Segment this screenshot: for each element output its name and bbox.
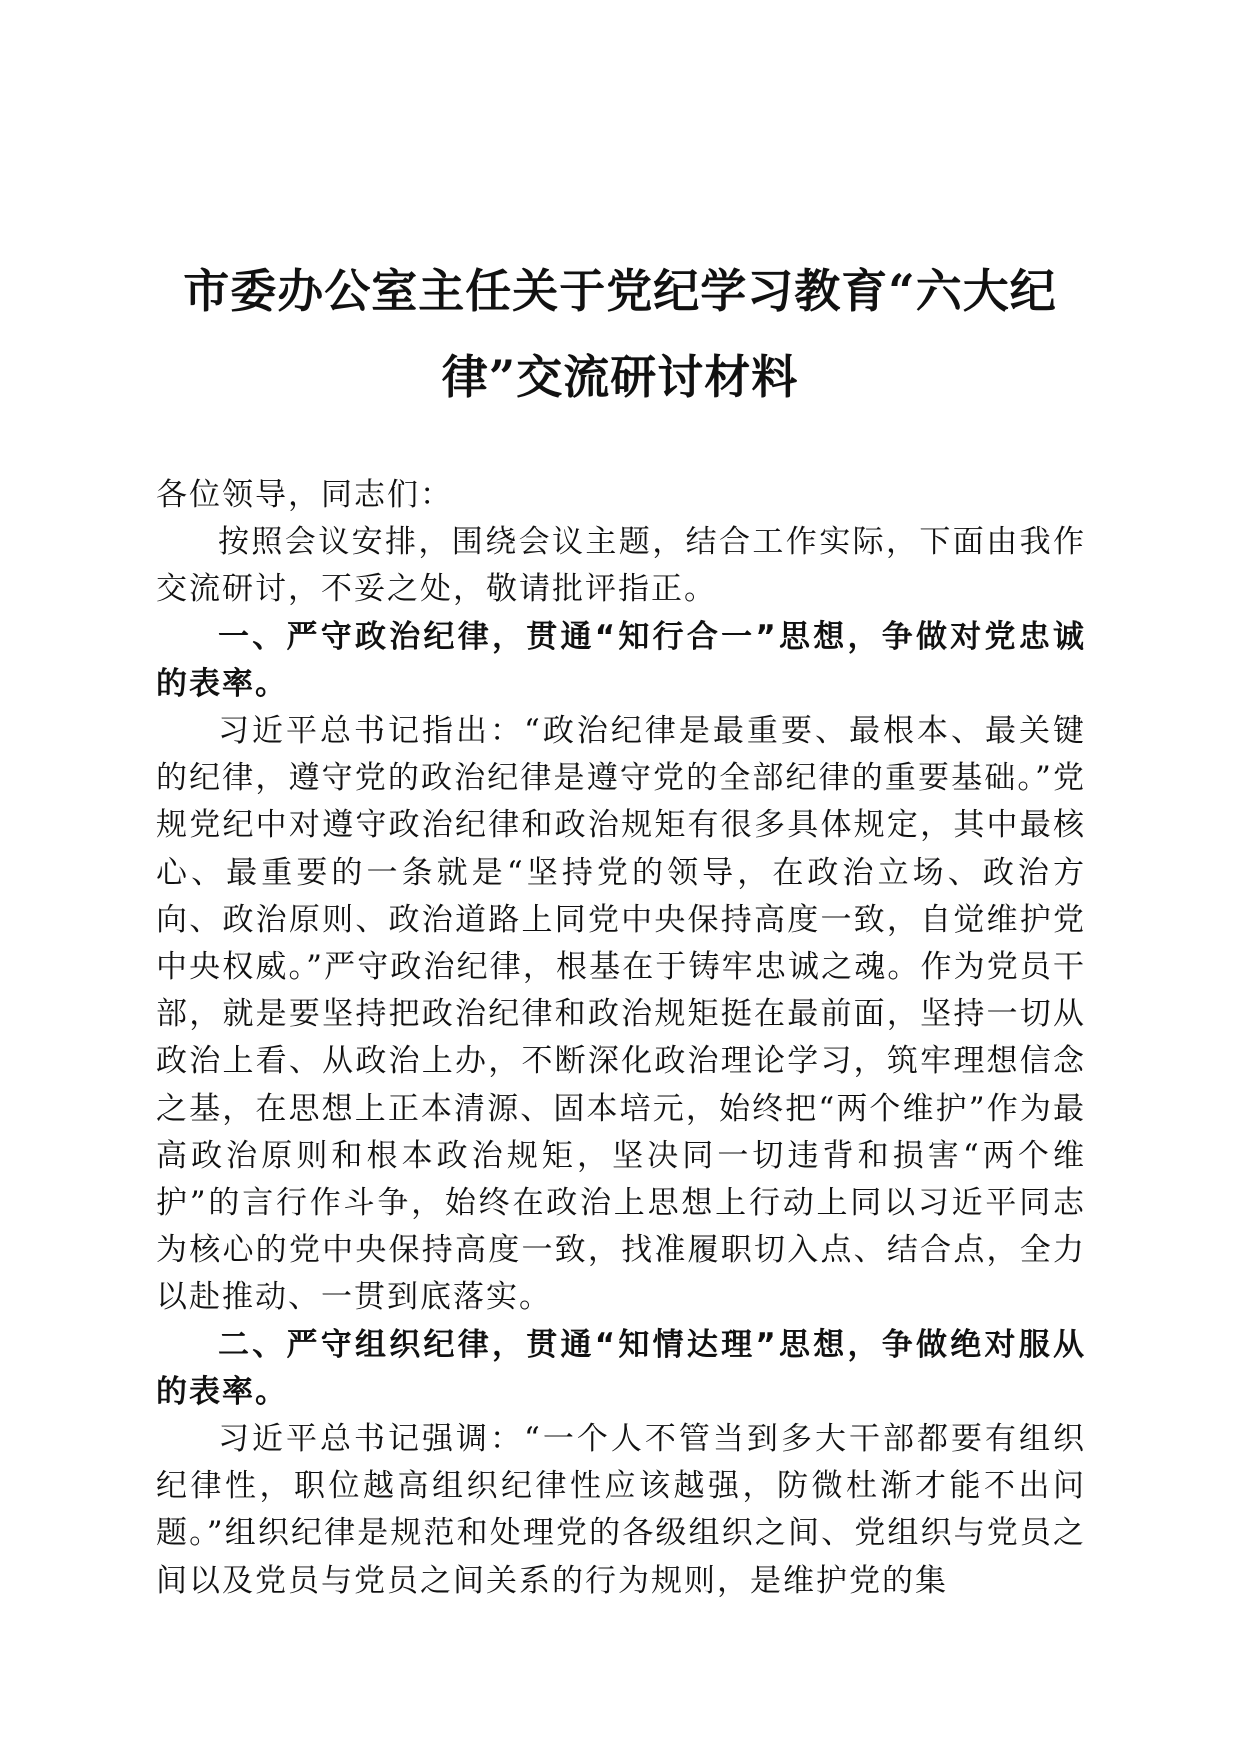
section-2-paragraph: 习近平总书记强调：“一个人不管当到多大干部都要有组织纪律性，职位越高组织纪律性应该越强，防微杜渐才能不出问题。”组织纪律是规范和处理党的各级组织之间、党组织与党员之间以及党员与党员之间关系的行为规则，是维护党的集 xyxy=(156,1421,1086,1599)
title-line-2: 律”交流研讨材料 xyxy=(441,350,799,404)
section-1-heading: 一、严守政治纪律，贯通“知行合一”思想，争做对党忠诚的表率。 xyxy=(156,618,1086,702)
section-1-paragraph: 习近平总书记指出：“政治纪律是最重要、最根本、最关键的纪律，遵守党的政治纪律是遵守党的全部纪律的重要基础。”党规党纪中对遵守政治纪律和政治规矩有很多具体规定，其中最核心、最重要的一条就是“坚持党的领导，在政治立场、政治方向、政治原则、政治道路上同党中央保持高度一致，自觉维护党中央权威。”严守政治纪律，根基在于铸牢忠诚之魂。作为党员干部，就是要坚持把政治纪律和政治规矩挺在最前面，坚持一切从政治上看、从政治上办，不断深化政治理论学习，筑牢理想信念之基，在思想上正本清源、固本培元，始终把“两个维护”作为最高政治原则和根本政治规矩，坚决同一切违背和损害“两个维护”的言行作斗争，始终在政治上思想上行动上同以习近平同志为核心的党中央保持高度一致，找准履职切入点、结合点，全力以赴推动、一贯到底落实。 xyxy=(156,713,1086,1316)
document-body xyxy=(156,472,1086,1605)
title-line-1: 市委办公室主任关于党纪学习教育“六大纪 xyxy=(183,264,1057,318)
document-title xyxy=(160,248,1080,420)
section-2-heading: 二、严守组织纪律，贯通“知情达理”思想，争做绝对服从的表率。 xyxy=(156,1326,1086,1410)
intro-paragraph: 按照会议安排，围绕会议主题，结合工作实际，下面由我作交流研讨，不妥之处，敬请批评指正。 xyxy=(156,524,1086,608)
salutation: 各位领导，同志们： xyxy=(156,477,453,513)
